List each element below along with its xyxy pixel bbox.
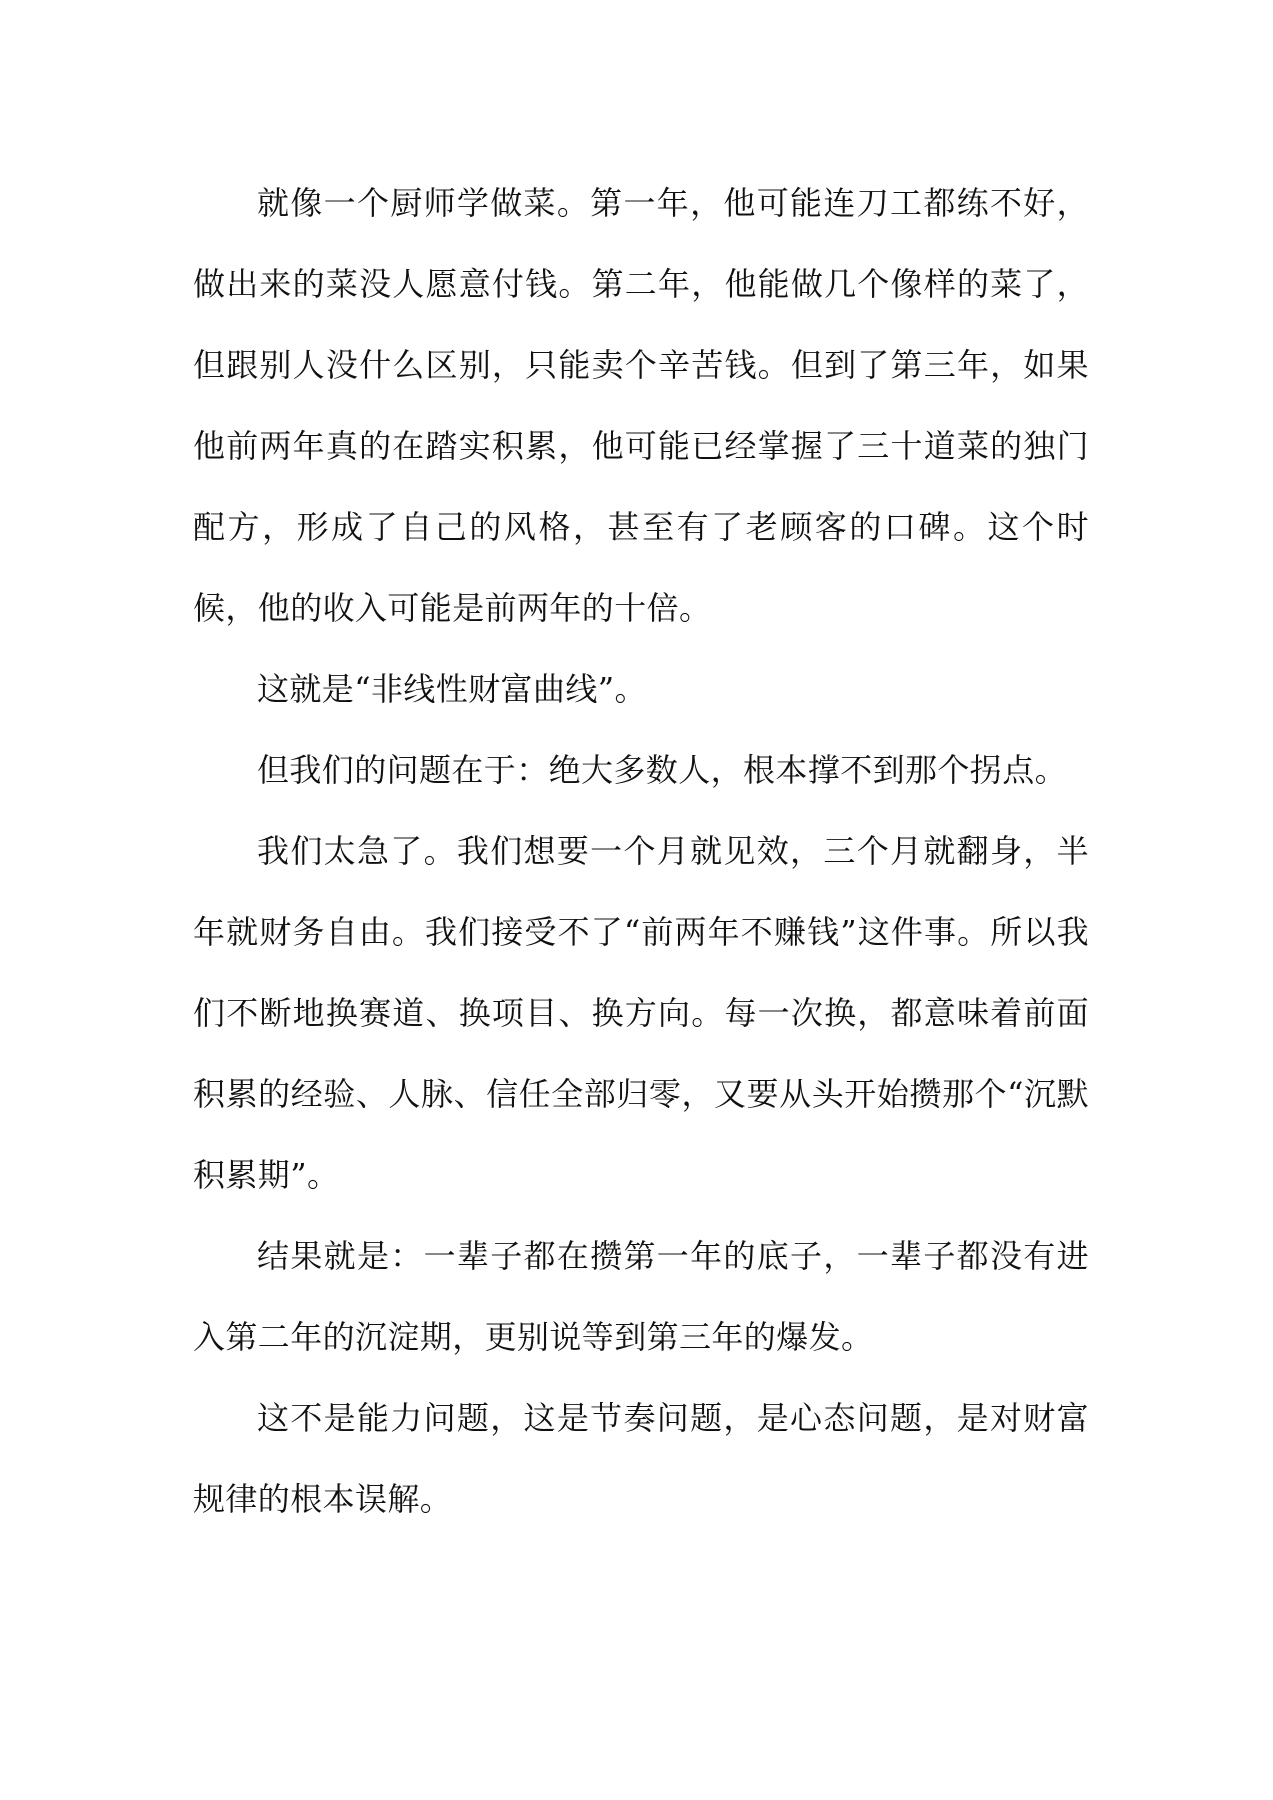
document-body [193, 163, 1089, 1540]
paragraph-conclusion: 这不是能力问题，这是节奏问题，是心态问题，是对财富规律的根本误解。 [193, 1399, 1089, 1518]
paragraph-chef-analogy: 就像一个厨师学做菜。第一年，他可能连刀工都练不好，做出来的菜没人愿意付钱。第二年，他能做几个像样的菜了，但跟别人没什么区别，只能卖个辛苦钱。但到了第三年，如果他前两年真的在踏实积累，他可能已经掌握了三十道菜的独门配方，形成了自己的风格，甚至有了老顾客的口碑。这个时候，他的收入可能是前两年的十倍。 [193, 184, 1089, 627]
paragraph-too-impatient: 我们太急了。我们想要一个月就见效，三个月就翻身，半年就财务自由。我们接受不了“前两年不赚钱”这件事。所以我们不断地换赛道、换项目、换方向。每一次换，都意味着前面积累的经验、人脉、信任全部归零，又要从头开始攒那个“沉默积累期”。 [193, 832, 1089, 1194]
paragraph-result: 结果就是：一辈子都在攒第一年的底子，一辈子都没有进入第二年的沉淀期，更别说等到第三年的爆发。 [193, 1237, 1089, 1356]
paragraph-turning-point: 但我们的问题在于：绝大多数人，根本撑不到那个拐点。 [257, 751, 1068, 789]
paragraph-nonlinear-curve: 这就是“非线性财富曲线”。 [257, 670, 647, 708]
